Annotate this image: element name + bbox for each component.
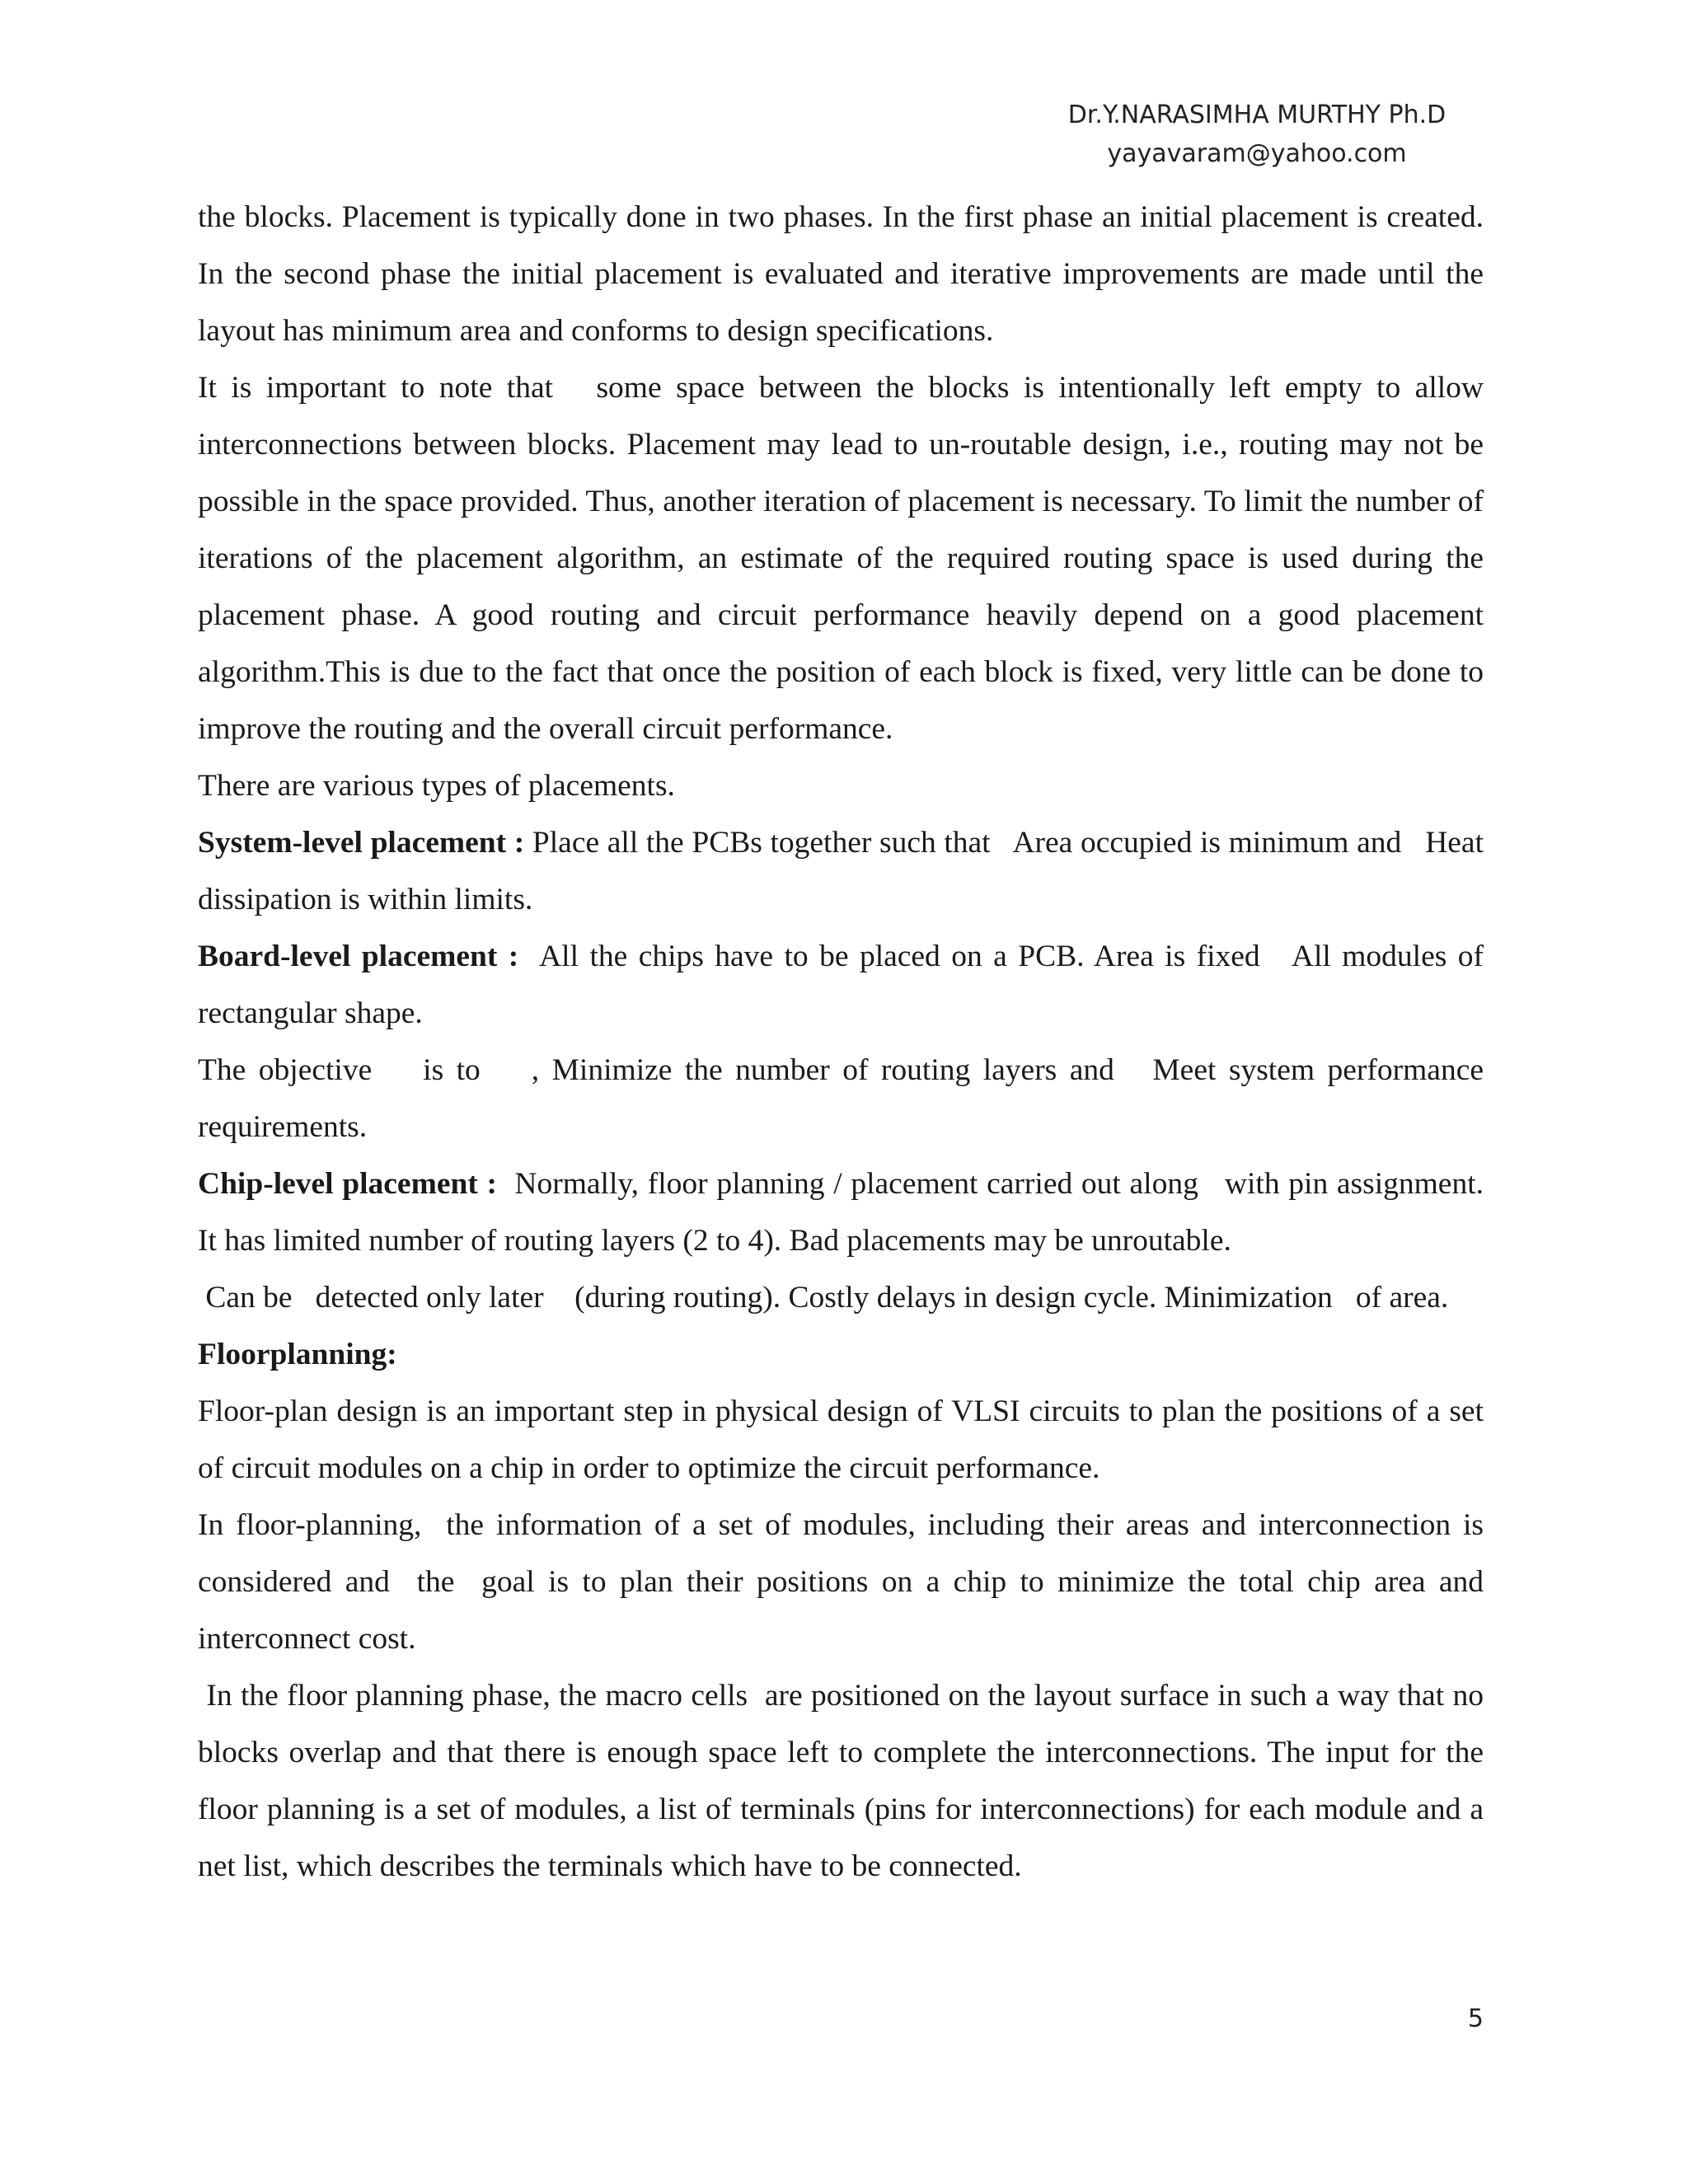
board-level-text: All the chips have to be placed on a PCB. Area is fixed All modules of rectangular shape. [198,940,1492,1030]
chip-level-label: Chip-level placement : [198,1167,497,1201]
paragraph-placement-phases: the blocks. Placement is typically done in two phases. In the first phase an initial placement is created. In the second phase the initial placement is evaluated and iterative improvements are made until the layout has minimum area and conforms to design specifications. [198,200,1484,348]
paragraph-floorplan-design: Floor-plan design is an important step in physical design of VLSI circuits to plan the positions of a set of circuit modules on a chip in order to optimize the circuit performance. [198,1394,1484,1485]
paragraph-board-level [198,928,1492,1042]
author-name: Dr.Y.NARASIMHA MURTHY Ph.D [1067,101,1447,129]
paragraph-routing-space: It is important to note that some space between the blocks is intentionally left empty to allow interconnections between blocks. Placement may lead to un-routable design, i.e., routing may not be possible in the space provided. Thus, another iteration of placement is necessary. To limit the number of iterations of the placement algorithm, an estimate of the required routing space is used during the placement phase. A good routing and circuit performance heavily depend on a good placement algorithm.This is due to the fact that once the position of each block is fixed, very little can be done to improve the routing and the overall circuit performance. [198,371,1492,746]
system-level-text: Place all the PCBs together such that Area occupied is minimum and Heat dissipation is within limits. [198,826,1492,916]
chip-level-text: Normally, floor planning / placement carried out along with pin assignment. It has limited number of routing layers (2 to 4). Bad placements may be unroutable. [198,1167,1492,1258]
page-header [1043,96,1471,173]
system-level-label: System-level placement : [198,826,525,860]
paragraph-objective: The objective is to , Minimize the number of routing layers and Meet system performance requirements. [198,1053,1492,1144]
paragraph-chip-level-continued: Can be detected only later (during routing). Costly delays in design cycle. Minimization of area. [198,1281,1449,1315]
floorplanning-heading-text: Floorplanning: [198,1338,397,1371]
paragraph-system-level [198,814,1492,928]
document-body [198,189,1492,1895]
paragraph-types-intro: There are various types of placements. [198,769,675,803]
author-email: yayavaram@yahoo.com [1107,139,1407,168]
board-level-label: Board-level placement : [198,940,519,973]
floorplanning-heading [198,1326,1484,1383]
paragraph-floorplanning-phase: In the floor planning phase, the macro cells are positioned on the layout surface in such a way that no blocks overlap and that there is enough space left to complete the interconnections. The input for the floor planning is a set of modules, a list of terminals (pins for interconnections) for each module and a net list, which describes the terminals which have to be connected. [198,1679,1492,1883]
paragraph-floorplanning-info: In floor-planning, the information of a set of modules, including their areas and interconnection is considered and the goal is to plan their positions on a chip to minimize the total chip area and interconnect cost. [198,1508,1492,1656]
page-number: 5 [1467,2004,1484,2033]
paragraph-chip-level [198,1155,1492,1269]
